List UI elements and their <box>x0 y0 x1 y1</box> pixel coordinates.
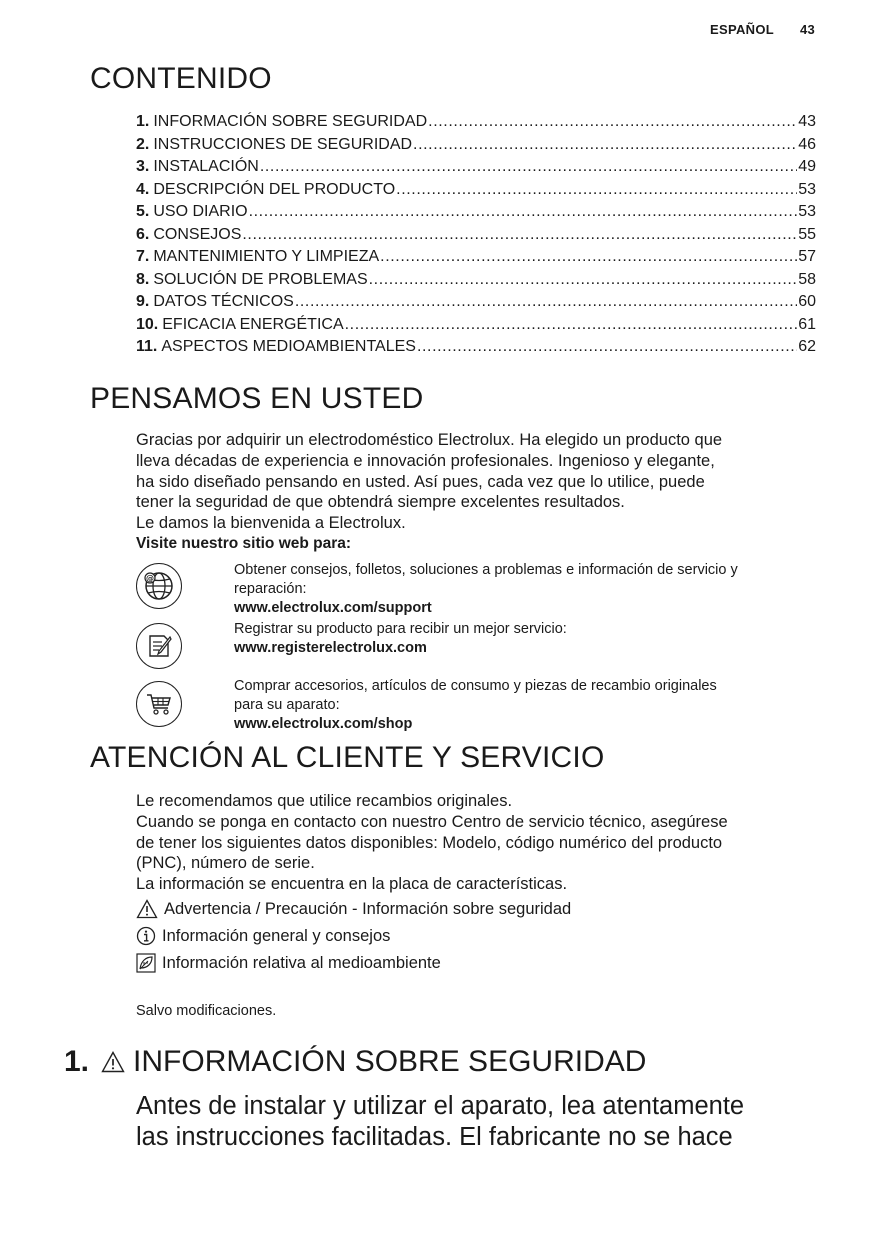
toc-item[interactable] <box>136 201 816 224</box>
toc-number: 10. <box>136 315 159 333</box>
toc-label: MANTENIMIENTO Y LIMPIEZA <box>153 248 380 265</box>
toc-page: 43 <box>798 113 816 130</box>
toc-page: 58 <box>798 270 816 288</box>
service-title: ATENCIÓN AL CLIENTE Y SERVICIO <box>90 741 605 774</box>
info-icon <box>136 926 156 946</box>
toc-leader <box>260 156 797 179</box>
legend-info <box>136 926 390 946</box>
warning-triangle-icon <box>101 1051 125 1073</box>
toc-page: 53 <box>798 203 816 220</box>
toc-item[interactable] <box>136 179 816 202</box>
toc-number: 2. <box>136 135 150 153</box>
toc-page: 49 <box>798 158 816 175</box>
support-link-row <box>136 561 826 621</box>
toc-number: 11. <box>136 338 158 355</box>
toc-label: DATOS TÉCNICOS <box>153 293 294 310</box>
legend-info-text: Información general y consejos <box>162 926 391 945</box>
shopping-cart-icon <box>136 681 182 727</box>
intro-line: Gracias por adquirir un electrodoméstico Electrolux. Ha elegido un producto que <box>136 431 723 449</box>
service-line: (PNC), número de serie. <box>136 854 315 873</box>
toc-label: CONSEJOS <box>153 225 242 243</box>
toc-page: 46 <box>798 135 816 153</box>
service-line: Le recomendamos que utilice recambios originales. <box>136 792 513 810</box>
toc-number: 6. <box>136 225 150 243</box>
toc-leader <box>428 111 797 134</box>
support-url[interactable]: www.electrolux.com/support <box>234 600 432 616</box>
toc-item[interactable] <box>136 291 816 314</box>
toc-item[interactable] <box>136 269 816 292</box>
language-label: ESPAÑOL <box>710 22 775 37</box>
toc-number: 9. <box>136 293 150 310</box>
toc-page: 53 <box>798 180 816 198</box>
toc-leader <box>413 134 797 157</box>
toc-leader <box>242 224 797 247</box>
toc-item[interactable] <box>136 224 816 247</box>
intro-line: Le damos la bienvenida a Electrolux. <box>136 514 406 533</box>
toc-leader <box>249 201 798 224</box>
shop-desc-2: para su aparato: <box>234 697 340 713</box>
intro-paragraph <box>136 430 826 555</box>
toc-number: 8. <box>136 270 150 288</box>
page-header <box>710 22 815 37</box>
intro-line: lleva décadas de experiencia e innovación profesionales. Ingenioso y elegante, <box>136 451 715 470</box>
toc-number: 4. <box>136 180 150 198</box>
shop-link-text <box>234 677 829 734</box>
svg-text:@: @ <box>146 574 154 583</box>
thinking-title: PENSAMOS EN USTED <box>90 382 424 415</box>
toc-item[interactable] <box>136 111 816 134</box>
toc-page: 57 <box>798 248 816 265</box>
intro-line: tener la seguridad de que obtendrá siempre excelentes resultados. <box>136 493 625 512</box>
page-number: 43 <box>799 22 815 37</box>
toc-number: 1. <box>136 113 150 130</box>
toc-label: INFORMACIÓN SOBRE SEGURIDAD <box>153 113 428 130</box>
shop-desc-1: Comprar accesorios, artículos de consumo y piezas de recambio originales <box>234 678 717 694</box>
shop-link-row <box>136 677 826 737</box>
table-of-contents <box>136 111 816 359</box>
legend-environment <box>136 953 441 973</box>
toc-number: 7. <box>136 248 150 265</box>
service-paragraph <box>136 791 826 895</box>
section-1-paragraph <box>136 1091 836 1153</box>
intro-line: ha sido diseñado pensando en usted. Así pues, cada vez que lo utilice, puede <box>136 472 705 491</box>
section-1-heading <box>64 1045 646 1079</box>
toc-leader <box>396 179 797 202</box>
toc-item[interactable] <box>136 246 816 269</box>
toc-label: ASPECTOS MEDIOAMBIENTALES <box>161 338 416 355</box>
toc-label: INSTALACIÓN <box>153 158 259 175</box>
toc-label: DESCRIPCIÓN DEL PRODUCTO <box>153 180 396 198</box>
section-1-title: INFORMACIÓN SOBRE SEGURIDAD <box>133 1045 647 1078</box>
toc-page: 60 <box>798 293 816 310</box>
register-link-row <box>136 620 826 672</box>
toc-label: INSTRUCCIONES DE SEGURIDAD <box>153 135 413 153</box>
visit-label: Visite nuestro sitio web para: <box>136 534 352 552</box>
globe-at-icon <box>136 563 182 609</box>
modifications-note: Salvo modificaciones. <box>136 1003 277 1019</box>
toc-label: USO DIARIO <box>153 203 248 220</box>
legend-environment-text: Información relativa al medioambiente <box>162 953 441 972</box>
toc-leader <box>345 314 798 337</box>
toc-leader <box>417 336 797 359</box>
section-1-line: Antes de instalar y utilizar el aparato, lea atentamente <box>136 1092 745 1120</box>
shop-url[interactable]: www.electrolux.com/shop <box>234 716 413 732</box>
service-line: de tener los siguientes datos disponibles: Modelo, código numérico del producto <box>136 833 723 852</box>
legend-warning-text: Advertencia / Precaución - Información sobre seguridad <box>164 899 572 918</box>
service-line: La información se encuentra en la placa de características. <box>136 875 568 894</box>
toc-label: EFICACIA ENERGÉTICA <box>162 315 344 333</box>
support-desc-2: reparación: <box>234 581 307 597</box>
toc-label: SOLUCIÓN DE PROBLEMAS <box>153 270 368 288</box>
register-desc: Registrar su producto para recibir un mejor servicio: <box>234 621 567 637</box>
support-link-text <box>234 561 829 618</box>
toc-number: 3. <box>136 158 150 175</box>
support-desc-1: Obtener consejos, folletos, soluciones a problemas e información de servicio y <box>234 562 738 578</box>
toc-item[interactable] <box>136 156 816 179</box>
register-link-text <box>234 620 829 658</box>
contents-title: CONTENIDO <box>90 62 272 95</box>
toc-item[interactable] <box>136 336 816 359</box>
toc-page: 61 <box>798 315 816 333</box>
warning-triangle-icon <box>136 899 158 919</box>
toc-leader <box>369 269 798 292</box>
section-1-number: 1. <box>64 1045 90 1078</box>
register-pen-icon <box>136 623 182 669</box>
toc-page: 55 <box>798 225 816 243</box>
toc-leader <box>295 291 797 314</box>
register-url[interactable]: www.registerelectrolux.com <box>234 640 427 656</box>
toc-item[interactable] <box>136 314 816 337</box>
toc-number: 5. <box>136 203 150 220</box>
toc-page: 62 <box>798 338 816 355</box>
service-line: Cuando se ponga en contacto con nuestro Centro de servicio técnico, asegúrese <box>136 812 728 831</box>
toc-item[interactable] <box>136 134 816 157</box>
legend-warning <box>136 899 571 919</box>
section-1-line: las instrucciones facilitadas. El fabricante no se hace <box>136 1123 733 1151</box>
toc-leader <box>380 246 797 269</box>
leaf-icon <box>136 953 156 973</box>
